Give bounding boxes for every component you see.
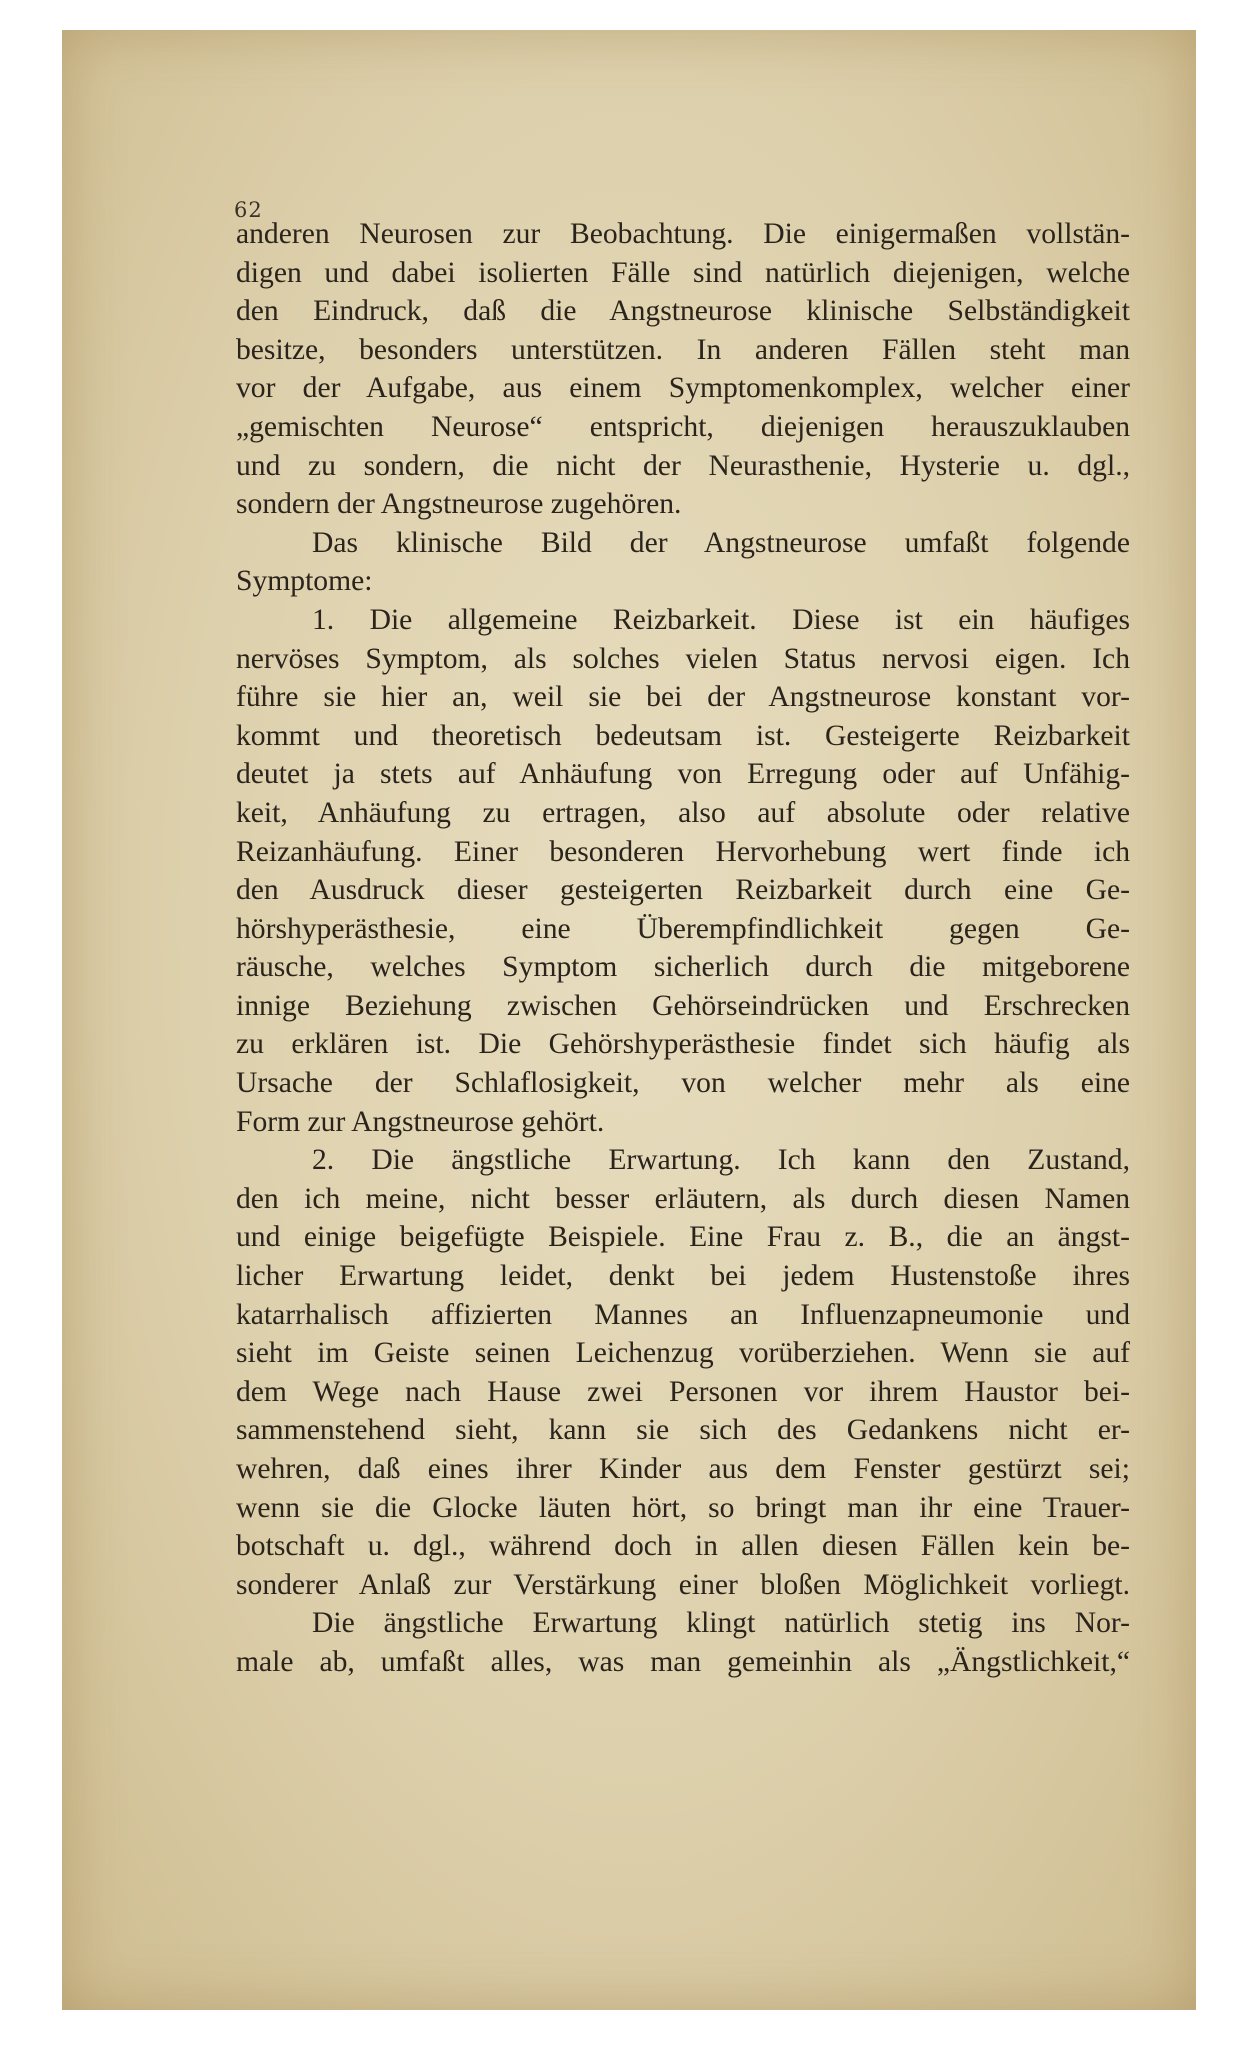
text-line: hörshyperästhesie, eine Überempfindlichkeit gegen Ge- <box>236 912 1130 945</box>
text-line: wehren, daß eines ihrer Kinder aus dem Fenster gestürzt sei; <box>236 1453 1130 1485</box>
text-line: und einige beigefügte Beispiele. Eine Frau z. B., die an ängst- <box>236 1221 1130 1254</box>
text-line: Reizanhäufung. Einer besonderen Hervorhebung wert finde ich <box>236 835 1130 868</box>
text-line: den ich meine, nicht besser erläutern, als durch diesen Namen <box>236 1182 1130 1215</box>
text-line: Die ängstliche Erwartung klingt natürlich stetig ins Nor- <box>312 1607 1130 1640</box>
text-line: innige Beziehung zwischen Gehörseindrücken und Erschrecken <box>236 989 1130 1022</box>
page-number: 62 <box>234 198 263 222</box>
text-line: sonderer Anlaß zur Verstärkung einer bloßen Möglichkeit vorliegt. <box>236 1568 1130 1601</box>
text-line: den Ausdruck dieser gesteigerten Reizbarkeit durch eine Ge- <box>236 874 1130 907</box>
text-line: „gemischten Neurose“ entspricht, diejenigen herauszuklauben <box>236 410 1130 443</box>
text-line: sondern der Angstneurose zugehören. <box>236 488 682 521</box>
text-line: katarrhalisch affizierten Mannes an Influenzapneumonie und <box>236 1298 1130 1331</box>
text-line: zu erklären ist. Die Gehörshyperästhesie findet sich häufig als <box>236 1028 1130 1061</box>
text-line: 1. Die allgemeine Reizbarkeit. Diese ist ein häufiges <box>312 603 1130 636</box>
text-line: keit, Anhäufung zu ertragen, also auf absolute oder relative <box>236 796 1130 829</box>
text-line: besitze, besonders unterstützen. In anderen Fällen steht man <box>236 333 1130 366</box>
text-line: licher Erwartung leidet, denkt bei jedem Hustenstoße ihres <box>236 1260 1130 1293</box>
text-line: Form zur Angstneurose gehört. <box>236 1105 605 1138</box>
text-line: Symptome: <box>236 565 373 598</box>
text-line: 2. Die ängstliche Erwartung. Ich kann den Zustand, <box>312 1144 1130 1177</box>
text-line: Das klinische Bild der Angstneurose umfaßt folgende <box>312 526 1130 559</box>
text-line: male ab, umfaßt alles, was man gemeinhin als „Ängstlichkeit,“ <box>236 1645 1130 1678</box>
text-line: räusche, welches Symptom sicherlich durch die mitgeborene <box>236 951 1130 984</box>
text-line: wenn sie die Glocke läuten hört, so bringt man ihr eine Trauer- <box>236 1491 1130 1524</box>
text-line: den Eindruck, daß die Angstneurose klinische Selbständigkeit <box>236 295 1130 328</box>
text-line: vor der Aufgabe, aus einem Symptomenkomplex, welcher einer <box>236 372 1130 405</box>
text-line: und zu sondern, die nicht der Neurasthenie, Hysterie u. dgl., <box>236 449 1130 482</box>
text-line: deutet ja stets auf Anhäufung von Erregung oder auf Unfähig- <box>236 758 1130 791</box>
text-line: anderen Neurosen zur Beobachtung. Die einigermaßen vollstän- <box>236 218 1130 250</box>
text-line: botschaft u. dgl., während doch in allen diesen Fällen kein be- <box>236 1530 1130 1563</box>
text-line: sammenstehend sieht, kann sie sich des Gedankens nicht er- <box>236 1414 1130 1447</box>
body-text <box>236 215 1130 1682</box>
text-line: kommt und theoretisch bedeutsam ist. Gesteigerte Reizbarkeit <box>236 719 1130 752</box>
text-line: dem Wege nach Hause zwei Personen vor ihrem Haustor bei- <box>236 1375 1130 1408</box>
text-line: sieht im Geiste seinen Leichenzug vorüberziehen. Wenn sie auf <box>236 1337 1130 1370</box>
text-line: führe sie hier an, weil sie bei der Angstneurose konstant vor- <box>236 681 1130 714</box>
text-line: nervöses Symptom, als solches vielen Status nervosi eigen. Ich <box>236 642 1130 675</box>
text-line: Ursache der Schlaflosigkeit, von welcher mehr als eine <box>236 1067 1130 1100</box>
text-line: digen und dabei isolierten Fälle sind natürlich diejenigen, welche <box>236 256 1130 289</box>
